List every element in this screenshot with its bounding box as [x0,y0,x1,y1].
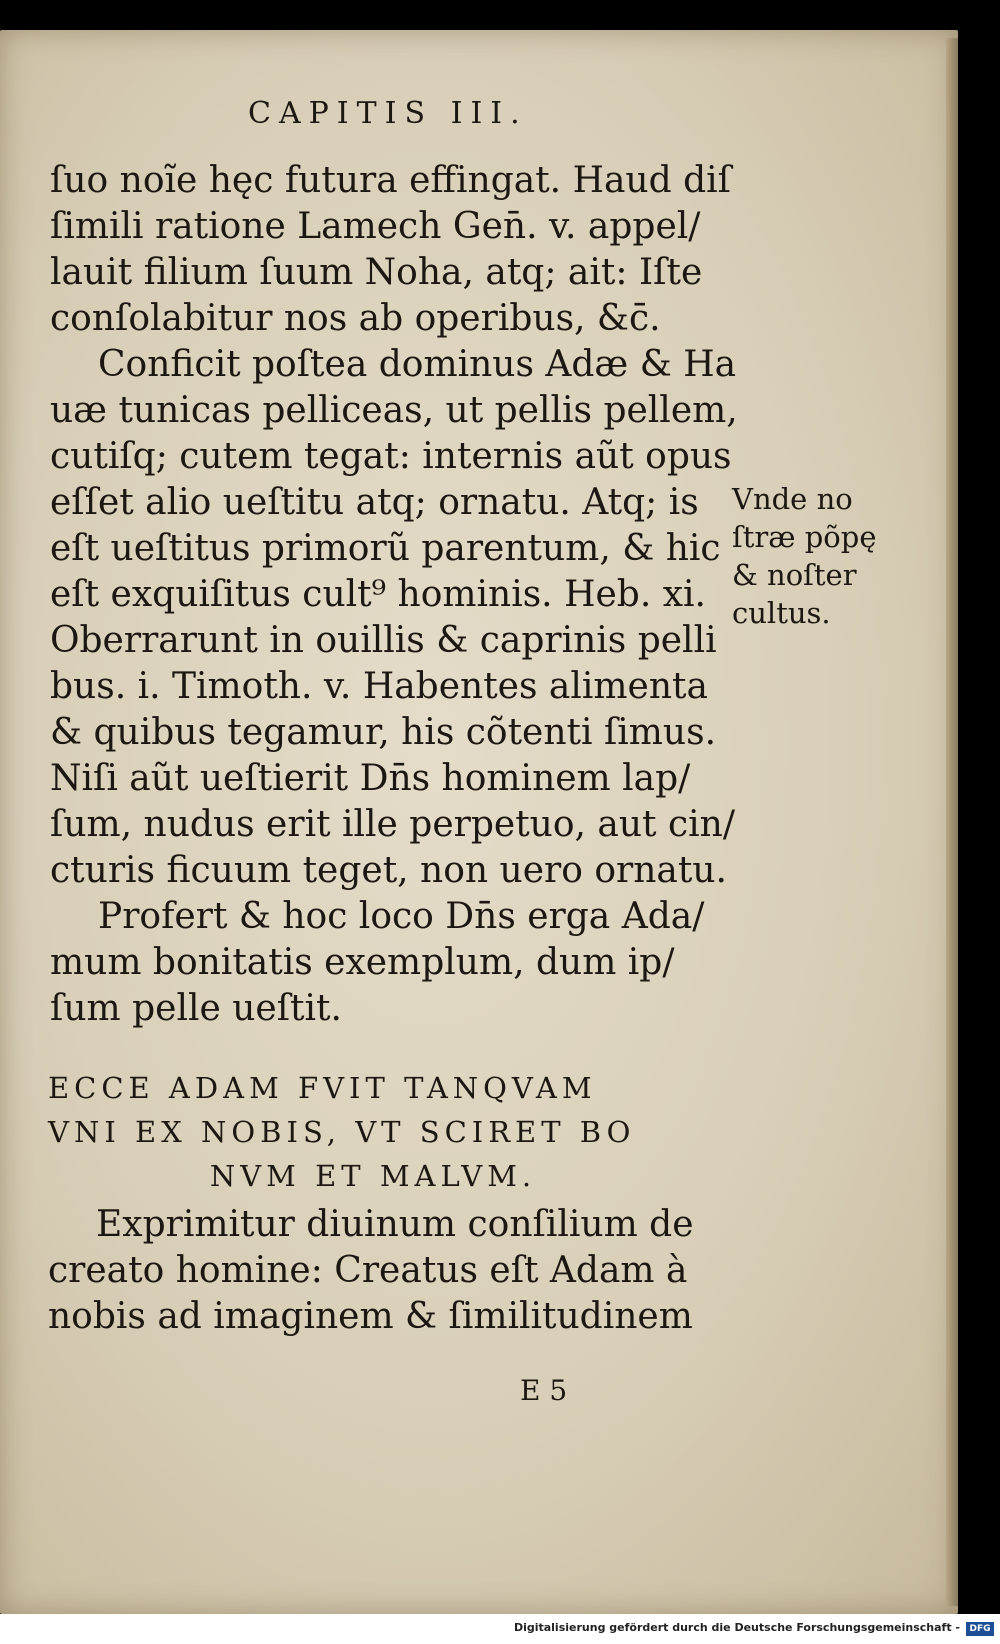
paragraph-2 [48,1202,718,1340]
text-line: Exprimitur diuinum conſilium de [96,1204,694,1245]
text-line: ſum pelle ueſtit. [50,988,342,1029]
text-line: lauit filium ſuum Noha, atq; ait: Iſte [50,252,703,293]
text-line: ſimili ratione Lamech Gen̄. v. appel/ [50,206,701,247]
text-line: Conficit poſtea dominus Adæ & Ha [98,344,737,385]
text-line: ſum, nudus erit ille perpetuo, aut cin/ [50,804,735,845]
footer-bar [0,1614,1000,1644]
text-line: mum bonitatis exemplum, dum ip/ [50,942,675,983]
marginal-line: Vnde no [732,482,853,516]
page-edge [946,38,958,1606]
book-page [0,30,958,1614]
marginal-note [732,480,876,632]
signature-mark: E 5 [520,1374,568,1407]
marginal-line: cultus. [732,596,831,630]
text-line: eſt exquiſitus cult⁹ hominis. Heb. xi. [50,574,706,615]
heading-line: VNI EX NOBIS, VT SCIRET BO [48,1115,636,1149]
funding-credit: Digitalisierung gefördert durch die Deutsche Forschungsgemeinschaft - [513,1621,960,1634]
marginal-line: ſtræ põpę [732,520,877,554]
paragraph-1 [50,158,738,1032]
section-heading [48,1066,698,1198]
dfg-logo: DFG [966,1622,994,1636]
marginal-line: & noſter [732,558,857,592]
text-line: ſuo noĩe hęc futura effingat. Haud diſ [50,160,731,201]
text-line: creato homine: Creatus eſt Adam à [48,1250,688,1291]
text-line: cturis ficuum teget, non uero ornatu. [50,850,727,891]
text-line: eſt ueſtitus primorũ parentum, & hic [50,528,721,569]
text-line: eſſet alio ueſtitu atq; ornatu. Atq; is [50,482,699,523]
heading-line: ECCE ADAM FVIT TANQVAM [48,1071,597,1105]
text-line: Oberrarunt in ouillis & caprinis pelli [50,620,717,661]
text-line: uæ tunicas pelliceas, ut pellis pellem, [50,390,738,431]
text-line: bus. i. Timoth. v. Habentes alimenta [50,666,708,707]
text-line: Profert & hoc loco Dn̄s erga Ada/ [98,896,705,937]
text-line: nobis ad imaginem & ſimilitudinem [48,1296,693,1337]
text-line: conſolabitur nos ab operibus, &c̄. [50,298,661,339]
text-line: cutiſq; cutem tegat: internis aũt opus [50,436,732,477]
text-line: & quibus tegamur, his cõtenti ſimus. [50,712,717,753]
heading-line: NVM ET MALVM. [209,1159,537,1193]
running-head: CAPITIS III. [248,96,528,131]
text-line: Niſi aũt ueſtierit Dn̄s hominem lap/ [50,758,691,799]
